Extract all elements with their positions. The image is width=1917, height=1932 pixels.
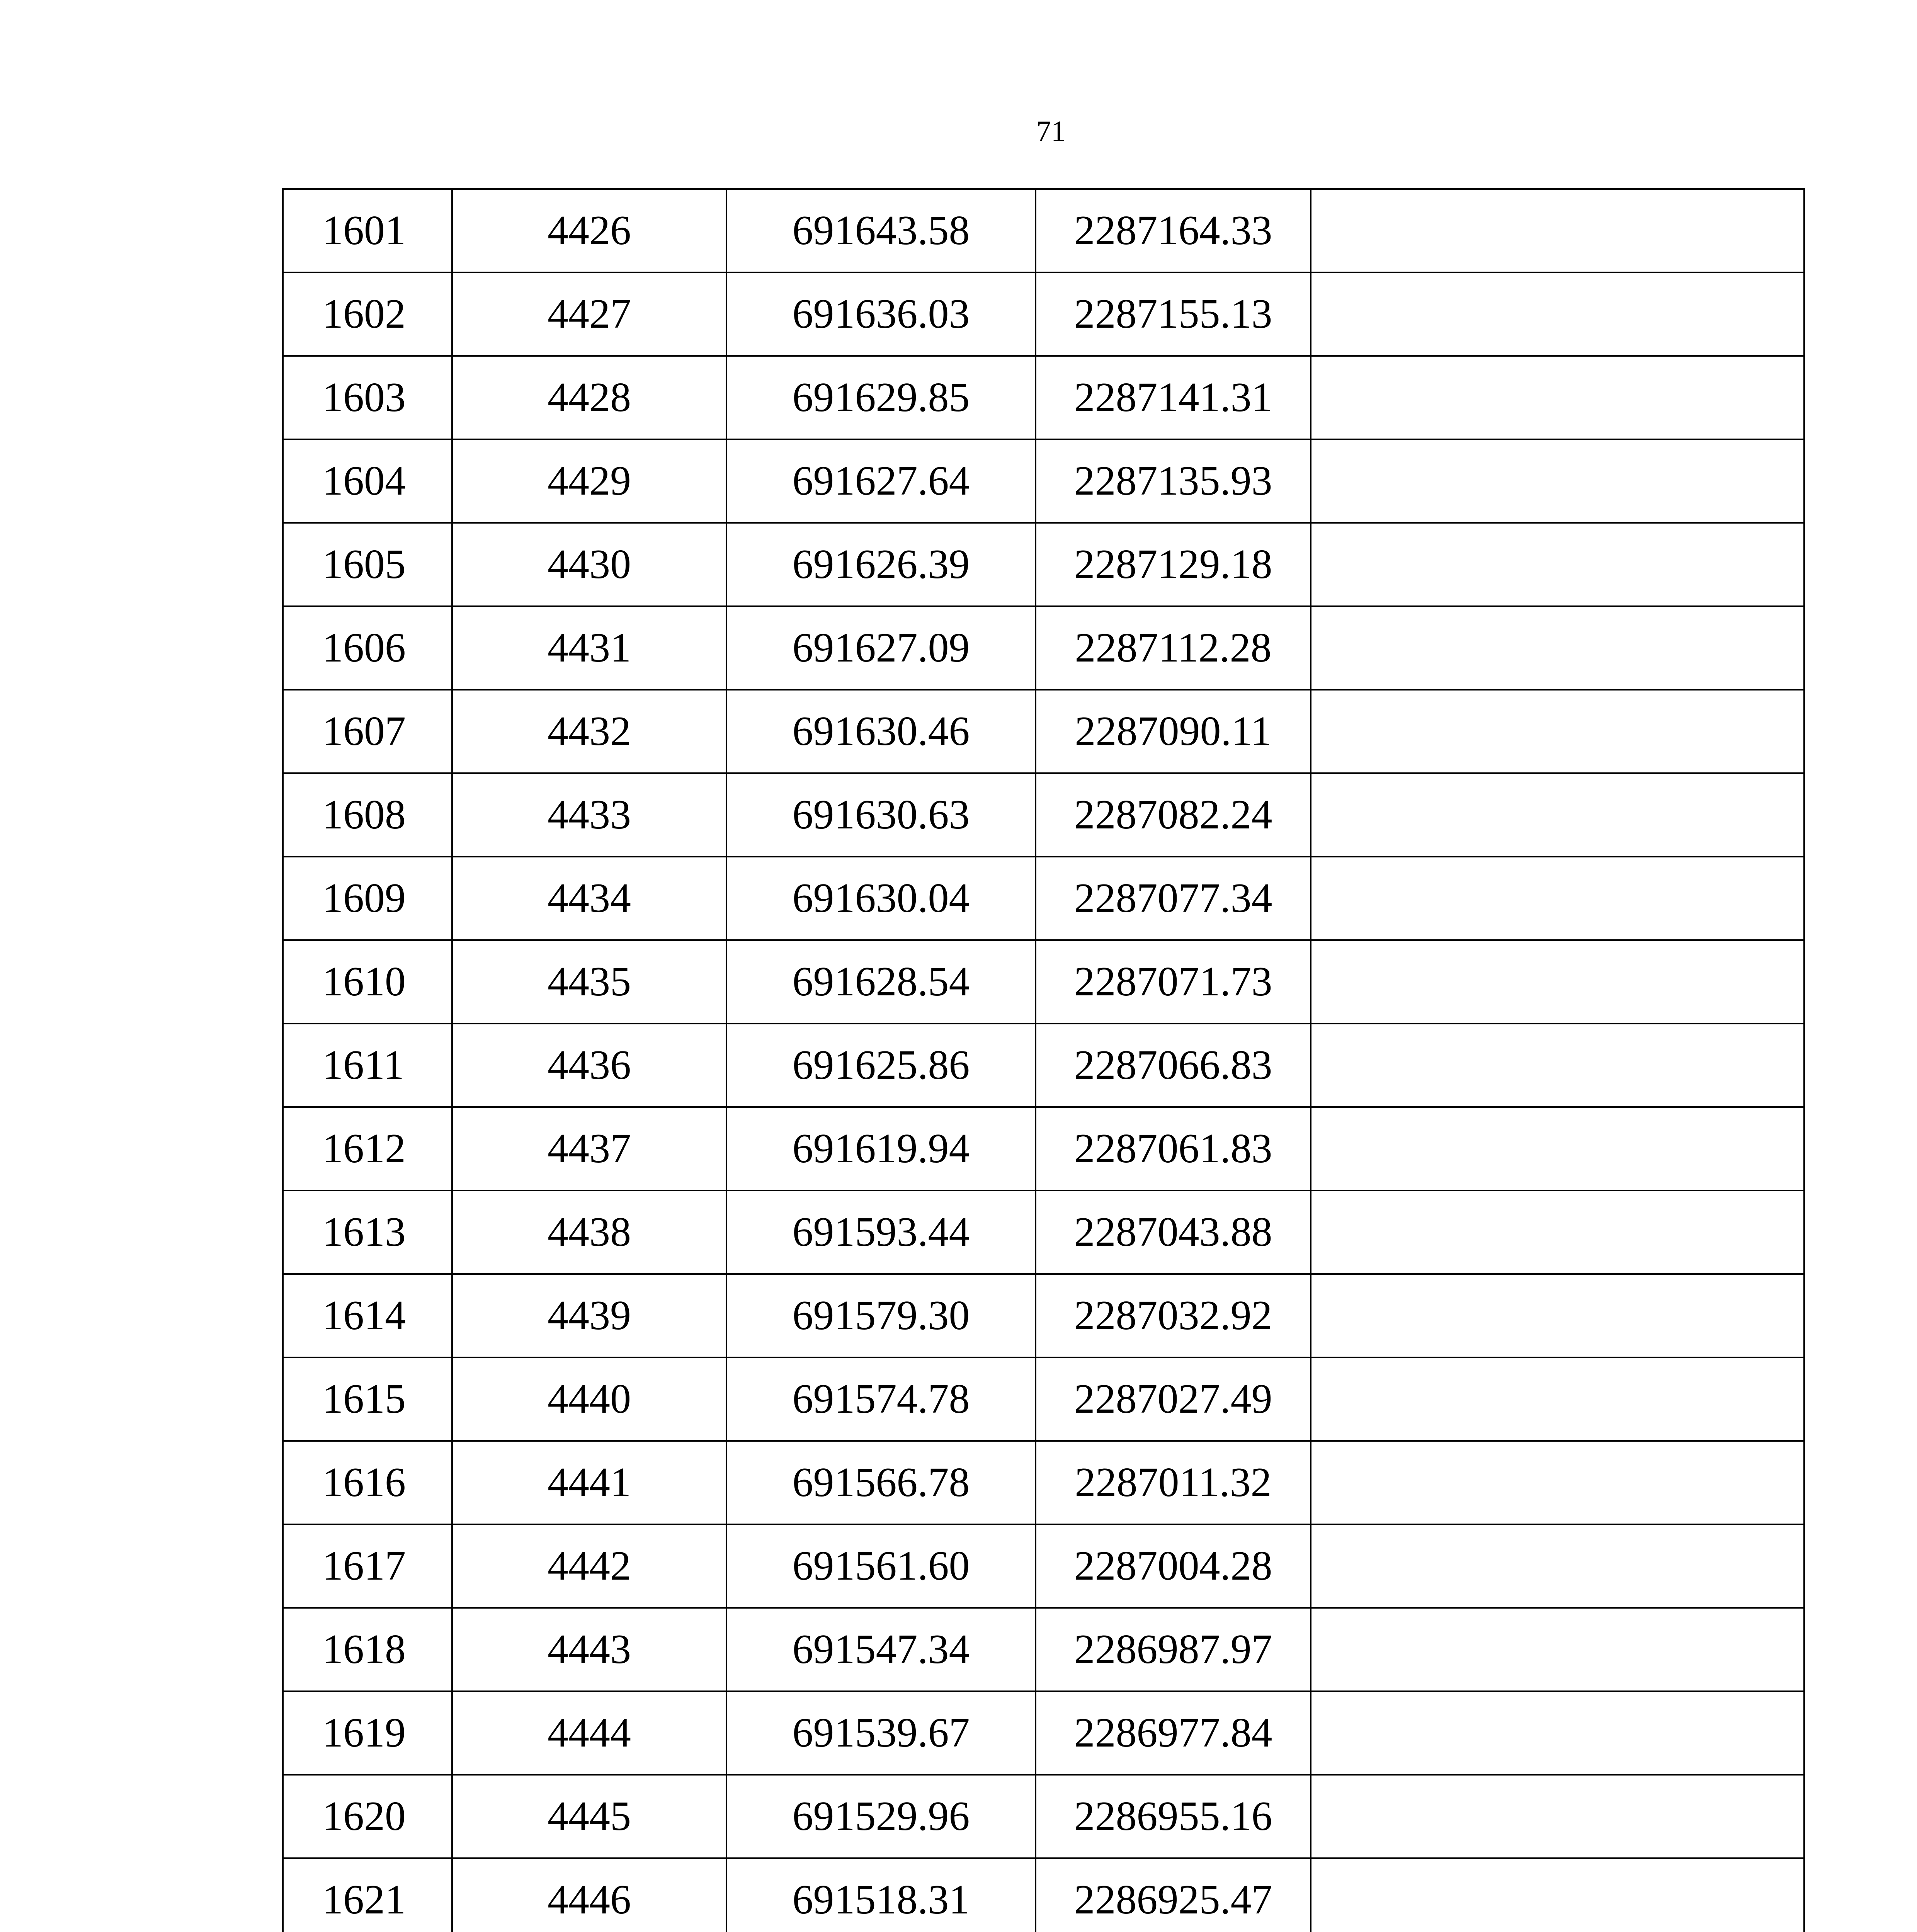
note-cell [1311, 1190, 1804, 1274]
point-number-cell: 1621 [283, 1858, 452, 1932]
y-coordinate-cell: 2287082.24 [1036, 773, 1311, 857]
x-coordinate-cell: 691593.44 [726, 1190, 1036, 1274]
x-coordinate-cell: 691629.85 [726, 356, 1036, 439]
table-row [283, 857, 1804, 940]
y-coordinate-cell: 2287112.28 [1036, 606, 1311, 690]
x-coordinate-cell: 691628.54 [726, 940, 1036, 1024]
id-cell: 4441 [452, 1441, 726, 1524]
point-number-cell: 1619 [283, 1691, 452, 1775]
point-number-cell: 1603 [283, 356, 452, 439]
y-coordinate-cell: 2286977.84 [1036, 1691, 1311, 1775]
id-cell: 4433 [452, 773, 726, 857]
y-coordinate-cell: 2287164.33 [1036, 189, 1311, 272]
point-number-cell: 1602 [283, 272, 452, 356]
x-coordinate-cell: 691630.04 [726, 857, 1036, 940]
id-cell: 4428 [452, 356, 726, 439]
id-cell: 4426 [452, 189, 726, 272]
x-coordinate-cell: 691630.63 [726, 773, 1036, 857]
table-row [283, 1775, 1804, 1858]
table-row [283, 1107, 1804, 1190]
point-number-cell: 1617 [283, 1524, 452, 1608]
table-row [283, 523, 1804, 606]
x-coordinate-cell: 691643.58 [726, 189, 1036, 272]
table-row [283, 690, 1804, 773]
y-coordinate-cell: 2287071.73 [1036, 940, 1311, 1024]
note-cell [1311, 857, 1804, 940]
note-cell [1311, 606, 1804, 690]
point-number-cell: 1615 [283, 1357, 452, 1441]
y-coordinate-cell: 2287061.83 [1036, 1107, 1311, 1190]
x-coordinate-cell: 691574.78 [726, 1357, 1036, 1441]
note-cell [1311, 1107, 1804, 1190]
y-coordinate-cell: 2287043.88 [1036, 1190, 1311, 1274]
point-number-cell: 1613 [283, 1190, 452, 1274]
id-cell: 4443 [452, 1608, 726, 1691]
id-cell: 4437 [452, 1107, 726, 1190]
y-coordinate-cell: 2287090.11 [1036, 690, 1311, 773]
y-coordinate-cell: 2287141.31 [1036, 356, 1311, 439]
x-coordinate-cell: 691561.60 [726, 1524, 1036, 1608]
y-coordinate-cell: 2286925.47 [1036, 1858, 1311, 1932]
table-row [283, 940, 1804, 1024]
x-coordinate-cell: 691566.78 [726, 1441, 1036, 1524]
table-row [283, 1608, 1804, 1691]
table-row [283, 1524, 1804, 1608]
point-number-cell: 1607 [283, 690, 452, 773]
id-cell: 4434 [452, 857, 726, 940]
point-number-cell: 1616 [283, 1441, 452, 1524]
note-cell [1311, 1441, 1804, 1524]
id-cell: 4444 [452, 1691, 726, 1775]
id-cell: 4445 [452, 1775, 726, 1858]
id-cell: 4430 [452, 523, 726, 606]
id-cell: 4446 [452, 1858, 726, 1932]
y-coordinate-cell: 2287032.92 [1036, 1274, 1311, 1357]
note-cell [1311, 1775, 1804, 1858]
x-coordinate-cell: 691518.31 [726, 1858, 1036, 1932]
point-number-cell: 1605 [283, 523, 452, 606]
x-coordinate-cell: 691539.67 [726, 1691, 1036, 1775]
id-cell: 4432 [452, 690, 726, 773]
point-number-cell: 1606 [283, 606, 452, 690]
x-coordinate-cell: 691547.34 [726, 1608, 1036, 1691]
id-cell: 4431 [452, 606, 726, 690]
y-coordinate-cell: 2287155.13 [1036, 272, 1311, 356]
page-number: 71 [1036, 115, 1066, 148]
note-cell [1311, 356, 1804, 439]
point-number-cell: 1611 [283, 1024, 452, 1107]
point-number-cell: 1614 [283, 1274, 452, 1357]
id-cell: 4440 [452, 1357, 726, 1441]
y-coordinate-cell: 2287077.34 [1036, 857, 1311, 940]
y-coordinate-cell: 2287129.18 [1036, 523, 1311, 606]
y-coordinate-cell: 2287135.93 [1036, 439, 1311, 523]
table-row [283, 1274, 1804, 1357]
table-row [283, 1441, 1804, 1524]
id-cell: 4442 [452, 1524, 726, 1608]
id-cell: 4427 [452, 272, 726, 356]
point-number-cell: 1612 [283, 1107, 452, 1190]
table-row [283, 1691, 1804, 1775]
x-coordinate-cell: 691630.46 [726, 690, 1036, 773]
table-row [283, 606, 1804, 690]
y-coordinate-cell: 2287027.49 [1036, 1357, 1311, 1441]
table-row [283, 1024, 1804, 1107]
note-cell [1311, 940, 1804, 1024]
table-row [283, 356, 1804, 439]
table-row [283, 189, 1804, 272]
id-cell: 4429 [452, 439, 726, 523]
x-coordinate-cell: 691627.09 [726, 606, 1036, 690]
x-coordinate-cell: 691626.39 [726, 523, 1036, 606]
note-cell [1311, 1608, 1804, 1691]
note-cell [1311, 773, 1804, 857]
coordinate-table [282, 188, 1805, 1932]
x-coordinate-cell: 691529.96 [726, 1775, 1036, 1858]
y-coordinate-cell: 2287004.28 [1036, 1524, 1311, 1608]
id-cell: 4436 [452, 1024, 726, 1107]
x-coordinate-cell: 691619.94 [726, 1107, 1036, 1190]
point-number-cell: 1620 [283, 1775, 452, 1858]
id-cell: 4438 [452, 1190, 726, 1274]
note-cell [1311, 1524, 1804, 1608]
id-cell: 4435 [452, 940, 726, 1024]
point-number-cell: 1610 [283, 940, 452, 1024]
table-row [283, 1357, 1804, 1441]
point-number-cell: 1601 [283, 189, 452, 272]
y-coordinate-cell: 2286987.97 [1036, 1608, 1311, 1691]
id-cell: 4439 [452, 1274, 726, 1357]
table-row [283, 439, 1804, 523]
table-row [283, 1858, 1804, 1932]
y-coordinate-cell: 2287066.83 [1036, 1024, 1311, 1107]
point-number-cell: 1604 [283, 439, 452, 523]
note-cell [1311, 523, 1804, 606]
note-cell [1311, 1858, 1804, 1932]
x-coordinate-cell: 691636.03 [726, 272, 1036, 356]
note-cell [1311, 189, 1804, 272]
note-cell [1311, 272, 1804, 356]
point-number-cell: 1608 [283, 773, 452, 857]
note-cell [1311, 690, 1804, 773]
note-cell [1311, 1024, 1804, 1107]
table-body [283, 189, 1804, 1932]
note-cell [1311, 1691, 1804, 1775]
x-coordinate-cell: 691625.86 [726, 1024, 1036, 1107]
note-cell [1311, 1357, 1804, 1441]
table-row [283, 773, 1804, 857]
point-number-cell: 1618 [283, 1608, 452, 1691]
x-coordinate-cell: 691579.30 [726, 1274, 1036, 1357]
y-coordinate-cell: 2287011.32 [1036, 1441, 1311, 1524]
note-cell [1311, 439, 1804, 523]
table-row [283, 272, 1804, 356]
table-row [283, 1190, 1804, 1274]
x-coordinate-cell: 691627.64 [726, 439, 1036, 523]
y-coordinate-cell: 2286955.16 [1036, 1775, 1311, 1858]
note-cell [1311, 1274, 1804, 1357]
point-number-cell: 1609 [283, 857, 452, 940]
